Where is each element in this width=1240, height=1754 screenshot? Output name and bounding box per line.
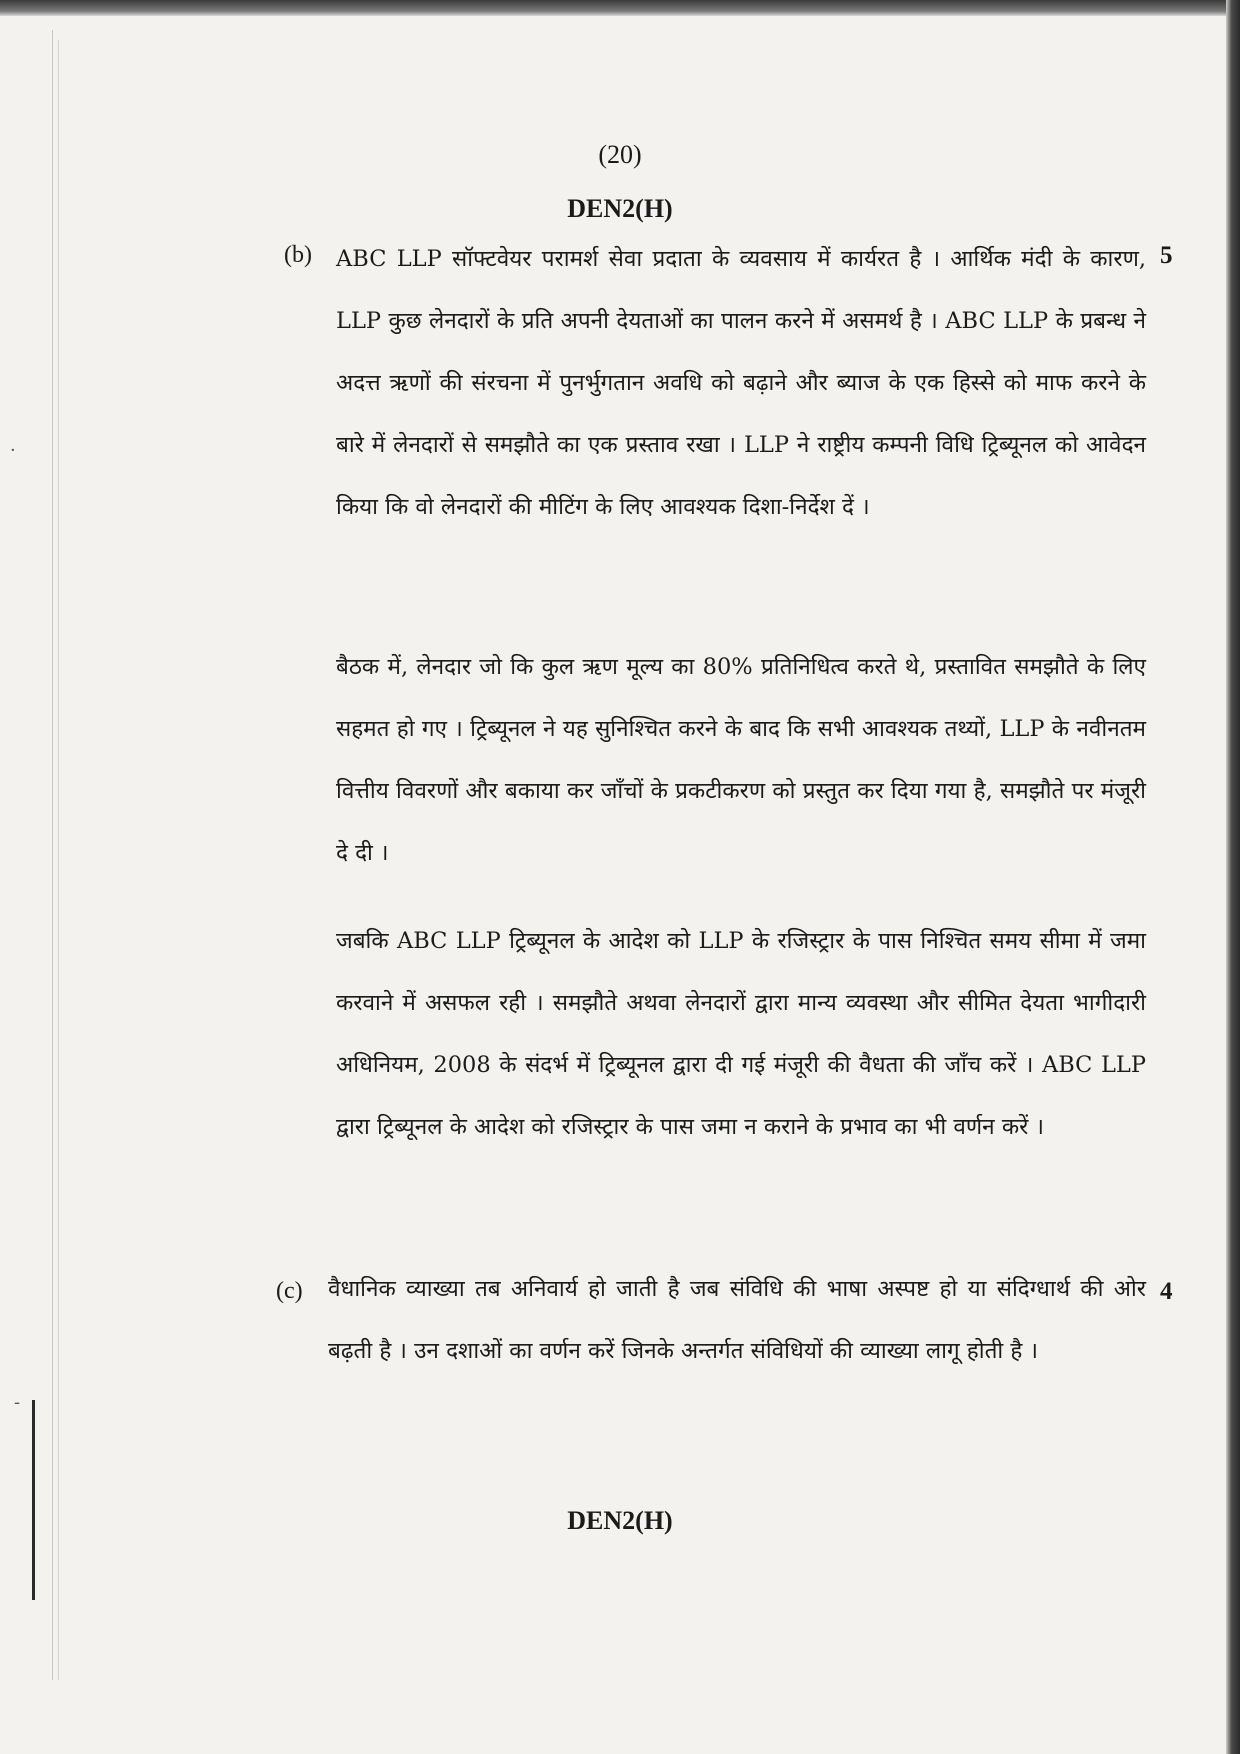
question-marks-b: 5 [1160, 242, 1173, 269]
question-b-paragraph-3: जबकि ABC LLP ट्रिब्यूनल के आदेश को LLP के रजिस्ट्रार के पास निश्चित समय सीमा में जमा करवाने में असफल रही । समझौते अथवा लेनदारों द्वारा मान्य व्यवस्था और सीमित देयता भागीदारी अधिनियम, 2008 के संदर्भ में ट्रिब्यूनल द्वारा दी गई मंजूरी की वैधता की जाँच करें । ABC LLP द्वारा ट्रिब्यूनल के आदेश को रजिस्ट्रार के पास जमा न कराने के प्रभाव का भी वर्णन करें । [336, 928, 1146, 1140]
question-label-b: (b) [284, 242, 312, 268]
scan-right-edge [1226, 0, 1240, 1754]
question-c-paragraph: वैधानिक व्याख्या तब अनिवार्य हो जाती है जब संविधि की भाषा अस्पष्ट हो या संदिग्धार्थ की ओर बढ़ती है । उन दशाओं का वर्णन करें जिनके अन्तर्गत संविधियों की व्याख्या लागू होती है । [328, 1276, 1146, 1364]
paper-code-header: DEN2(H) [567, 194, 673, 223]
binding-mark [32, 1400, 35, 1600]
scan-speck: · [10, 440, 16, 461]
question-marks-c: 4 [1160, 1278, 1173, 1305]
page-edge-shadow [52, 30, 53, 1680]
question-b-paragraph-2: बैठक में, लेनदार जो कि कुल ऋण मूल्य का 80% प्रतिनिधित्व करते थे, प्रस्तावित समझौते के लिए सहमत हो गए । ट्रिब्यूनल ने यह सुनिश्चित करने के बाद कि सभी आवश्यक तथ्यों, LLP के नवीनतम वित्तीय विवरणों और बकाया कर जाँचों के प्रकटीकरण को प्रस्तुत कर दिया गया है, समझौते पर मंजूरी दे दी । [336, 654, 1146, 866]
paper-code-footer: DEN2(H) [567, 1506, 673, 1535]
scan-speck: - [14, 1392, 21, 1413]
page-number: (20) [598, 140, 642, 169]
question-label-c: (c) [276, 1278, 303, 1304]
question-b-paragraph-1: ABC LLP सॉफ्टवेयर परामर्श सेवा प्रदाता के व्यवसाय में कार्यरत है । आर्थिक मंदी के कारण, LLP कुछ लेनदारों के प्रति अपनी देयताओं का पालन करने में असमर्थ है । ABC LLP के प्रबन्ध ने अदत्त ऋणों की संरचना में पुनर्भुगतान अवधि को बढ़ाने और ब्याज के एक हिस्से को माफ करने के बारे में लेनदारों से समझौते का एक प्रस्ताव रखा । LLP ने राष्ट्रीय कम्पनी विधि ट्रिब्यूनल को आवेदन किया कि वो लेनदारों की मीटिंग के लिए आवश्यक दिशा-निर्देश दें । [336, 246, 1146, 520]
page-edge-shadow [58, 40, 59, 1680]
scan-top-edge [0, 0, 1240, 16]
